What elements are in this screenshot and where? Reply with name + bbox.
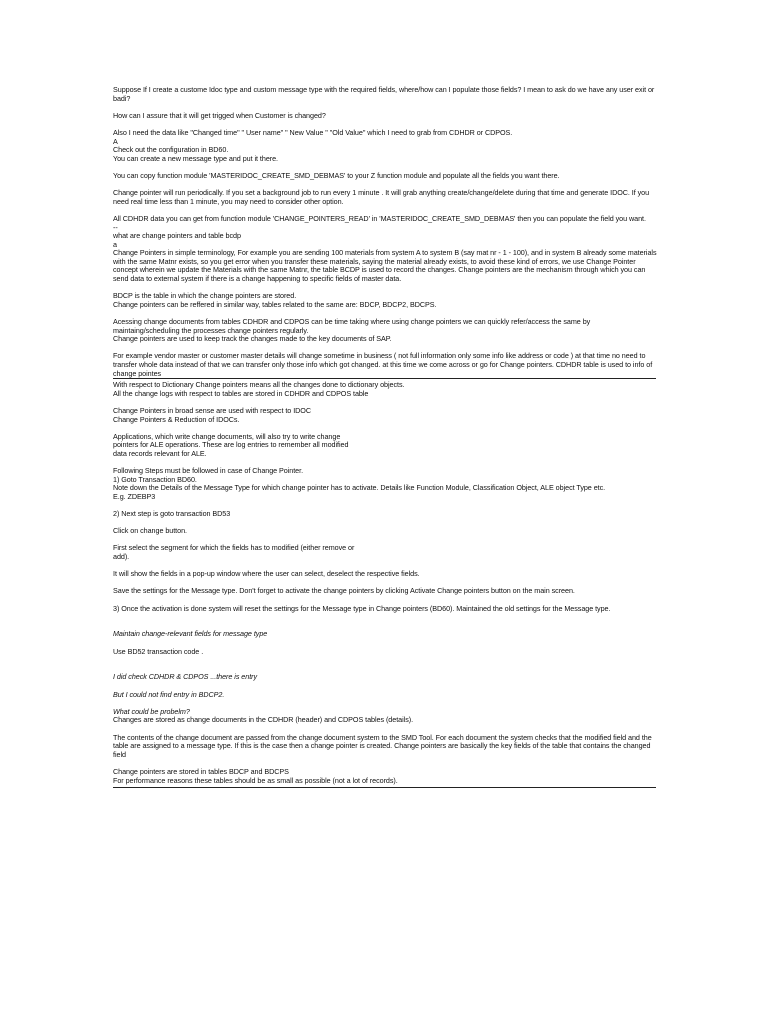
paragraph-cdhdr-answer: Also I need the data like "Changed time" " User name" " New Value " "Old Value" which I need to grab from CDHDR or CDPOS. A Check out the configuration in BD60. You can create a new message type and put it there.	[113, 127, 513, 163]
paragraph-select-segment: First select the segment for which the fields has to modified (either remove or add).	[113, 543, 355, 562]
paragraph-copy-function: You can copy function module 'MASTERIDOC_CREATE_SMD_DEBMAS' to your Z function module and populate all the fields you want there.	[113, 170, 560, 180]
section-divider	[113, 378, 656, 379]
maintain-line: Use BD52 transaction code .	[113, 646, 204, 656]
paragraph-click-change: Click on change button.	[113, 526, 187, 536]
paragraph-step-bd53: 2) Next step is goto transaction BD53	[113, 509, 231, 519]
paragraph-smd-tool: The contents of the change document are passed from the change document system to the SMD Tool. For each document the system checks that the modified field and the table are assigned to a message type. If this is the case then a change pointer is created. Change pointers are basically the key fields of the table that contains the changed field	[113, 732, 652, 759]
paragraph-changes-stored: Changes are stored as change documents in the CDHDR (header) and CDPOS tables (details).	[113, 715, 414, 725]
paragraph-idoc-broad-sense: Change Pointers in broad sense are used with respect to IDOC Change Pointers & Reduction of IDOCs.	[113, 405, 311, 424]
paragraph-change-pointer-periodic: Change pointer will run periodically. If you set a background job to run every 1 minute . It will grab anything create/change/delete during that time and generate IDOC. If you need real time less than 1 minute, you may need to consider other option.	[113, 188, 650, 206]
paragraph-vendor-master-example: For example vendor master or customer master details will change sometime in business ( not full information only some info like address or code ) at that time no need to transfer whole data instead of that we can transfer only those info which got changed. at this time we come across or go for Change pointers. CDHDR table is used to info of change pointes	[113, 351, 653, 378]
paragraph-bdcp-performance: Change pointers are stored in tables BDCP and BDCPS For performance reasons these tables should be as small as possible (not a lot of records).	[113, 766, 398, 785]
maintain-heading: Maintain change-relevant fields for message type	[113, 629, 268, 639]
question-line-1: I did check CDHDR & CDPOS ...there is entry	[113, 672, 258, 682]
paragraph-save-settings: Save the settings for the Message type. Don't forget to activate the change pointers by clicking Activate Change pointers button on the main screen.	[113, 586, 575, 596]
paragraph-idoc-question: Suppose If I create a custome Idoc type and custom message type with the required fields, where/how can I populate those fields? I mean to ask do we have any user exit or badi?	[113, 85, 655, 103]
paragraph-accessing-change-docs: Acessing change documents from tables CDHDR and CDPOS can be time taking where using change pointers we can quickly refer/access the same by maintaing/scheduling the processes change pointers regularly. Change pointers are used to keep track the changes made to the key documents of SAP.	[113, 317, 591, 344]
question-line-2: But I could not find entry in BDCP2.	[113, 689, 225, 699]
paragraph-applications-change-docs: Applications, which write change documents, will also try to write change pointers for ALE operations. These are log entries to remember all modified data records relevant for ALE.	[113, 431, 349, 458]
question-line-3: What could be probelm?	[113, 706, 190, 716]
paragraph-change-pointers-explained: All CDHDR data you can get from function module 'CHANGE_POINTERS_READ' in 'MASTERIDOC_CREATE_SMD_DEBMAS' then you can populate the field you want. -- what are change pointers and table bcdp a Change Pointers in simple terminology, For example you are sending 100 materials from system A to system B (say mat nr - 1 - 100), and in system B already some materials with the same Matnr exists, so you get error when you transfer these materials, saying the material already exists, to avoid these kind of errors, we use Change Pointer concept wherein we update the Materials with the same Matnr, the table BCDP is used to record the changes. Change pointers are the mechanism through which you can send data to external system if there is a change happening to specific fields of master data.	[113, 213, 657, 284]
paragraph-popup-fields: It will show the fields in a pop-up window where the user can select, deselect the respective fields.	[113, 569, 420, 579]
paragraph-dictionary-change-pointers: With respect to Dictionary Change pointers means all the changes done to dictionary objects. All the change logs with respect to tables are stored in CDHDR and CDPOS table	[113, 380, 405, 398]
paragraph-activation-reset: 3) Once the activation is done system will reset the settings for the Message type in Change pointers (BD60). Maintained the old settings for the Message type.	[113, 603, 611, 613]
paragraph-trigger-question: How can I assure that it will get trigged when Customer is changed?	[113, 110, 326, 120]
paragraph-steps-bd60: Following Steps must be followed in case of Change Pointer. 1) Goto Transaction BD60. Note down the Details of the Message Type for which change pointer has to activate. Details like Function Module, Classification Object, ALE object Type etc. E.g. ZDEBP3	[113, 466, 606, 501]
document-body	[113, 86, 658, 788]
section-maintain-fields	[113, 622, 658, 665]
end-divider	[113, 787, 656, 788]
paragraph-bdcp-table: BDCP is the table in which the change pointers are stored. Change pointers can be reffered in similar way, tables related to the same are: BDCP, BDCP2, BDCPS.	[113, 291, 437, 309]
